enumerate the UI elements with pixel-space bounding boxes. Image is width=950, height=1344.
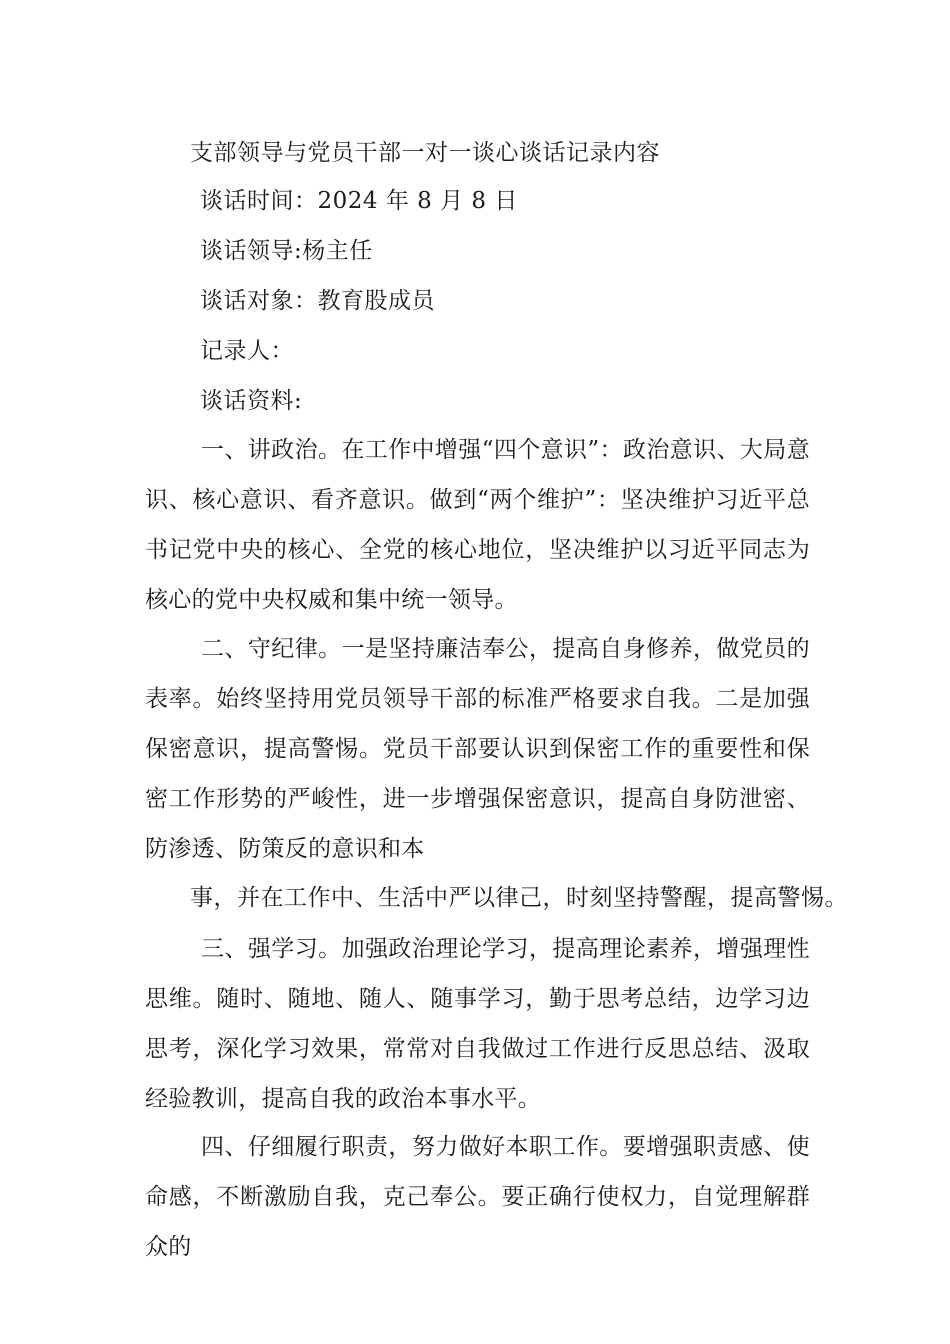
paragraph-study: 三、强学习。加强政治理论学习，提高理论素养，增强理性思维。随时、随地、随人、随事学习，勤于思考总结，边学习边思考，深化学习效果，常常对自我做过工作进行反思总结、汲取经验教训，提高自我的政治本事水平。 (145, 936, 810, 1112)
paragraph-politics: 一、讲政治。在工作中增强“四个意识”：政治意识、大局意识、核心意识、看齐意识。做到“两个维护”：坚决维护习近平总书记党中央的核心、全党的核心地位，坚决维护以习近平同志为核心的党中央权威和集中统一领导。 (145, 437, 810, 613)
recorder: 记录人： (200, 338, 294, 364)
paragraph-duties: 四、仔细履行职责，努力做好本职工作。要增强职责感、使命感，不断激励自我，克己奉公。要正确行使权力，自觉理解群众的 (145, 1134, 810, 1260)
talk-target: 谈话对象：教育股成员 (200, 288, 435, 314)
paragraph-discipline: 二、守纪律。一是坚持廉洁奉公，提高自身修养，做党员的表率。始终坚持用党员领导干部的标准严格要求自我。二是加强保密意识，提高警惕。党员干部要认识到保密工作的重要性和保密工作形势的严峻性，进一步增强保密意识，提高自身防泄密、防渗透、防策反的意识和本 (145, 636, 810, 862)
document-title: 支部领导与党员干部一对一谈心谈话记录内容 (190, 140, 660, 166)
paragraph-discipline-continued: 事，并在工作中、生活中严以律己，时刻坚持警醒，提高警惕。 (190, 885, 848, 911)
talk-material-label: 谈话资料: (200, 388, 303, 414)
talk-leader: 谈话领导:杨主任 (200, 238, 373, 264)
talk-time: 谈话时间：2024 年 8 月 8 日 (200, 188, 518, 214)
